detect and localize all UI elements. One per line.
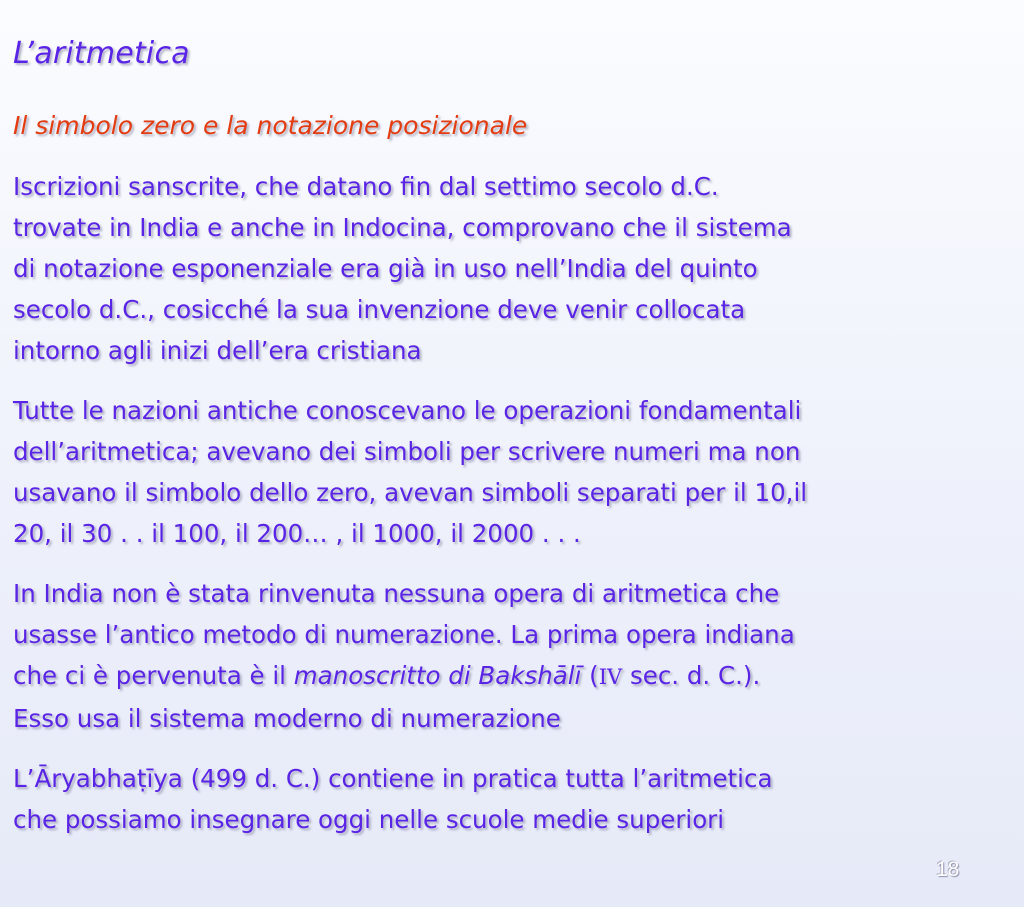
paragraph-india-works-text-1: In India non è stata rinvenuta nessuna opera di aritmetica che usasse l’antico metodo di numerazione. La prima opera indiana che ci è pervenuta è il [13,579,795,690]
slide-subtitle: Il simbolo zero e la notazione posizionale [13,111,528,140]
paragraph-ancient-nations: Tutte le nazioni antiche conoscevano le operazioni fondamentali dell’aritmetica; avevano dei simboli per scrivere numeri ma non usavano il simbolo dello zero, avevan simboli separati per il 10,il 20, il 30 . . il 100, il 200… , il 1000, il 2000 . . . [13,396,808,548]
paragraph-india-works [13,573,1008,739]
slide-body [13,166,1008,840]
paragraph-sanskrit-inscriptions: Iscrizioni sanscrite, che datano fin dal settimo secolo d.C. trovate in India e anche in Indocina, comprovano che il sistema di notazione esponenziale era già in uso nell’India del quinto secolo d.C., cosicché la sua invenzione deve venir collocata intorno agli inizi dell’era cristiana [13,172,792,365]
paragraph-aryabhatiya: L’Āryabhaṭīya (499 d. C.) contiene in pratica tutta l’aritmetica che possiamo insegnare oggi nelle scuole medie superiori [13,764,773,834]
page-number: 18 [936,858,960,881]
manuscript-title: manoscritto di Bakshālī [293,661,582,690]
slide-title: L’aritmetica [13,36,190,71]
paragraph-india-works-text-2: ( [581,661,599,690]
roman-numeral-century: IV [598,665,623,689]
paragraph-india-works-text-3: sec. d. C.). Esso usa il sistema moderno di numerazione [13,661,761,733]
